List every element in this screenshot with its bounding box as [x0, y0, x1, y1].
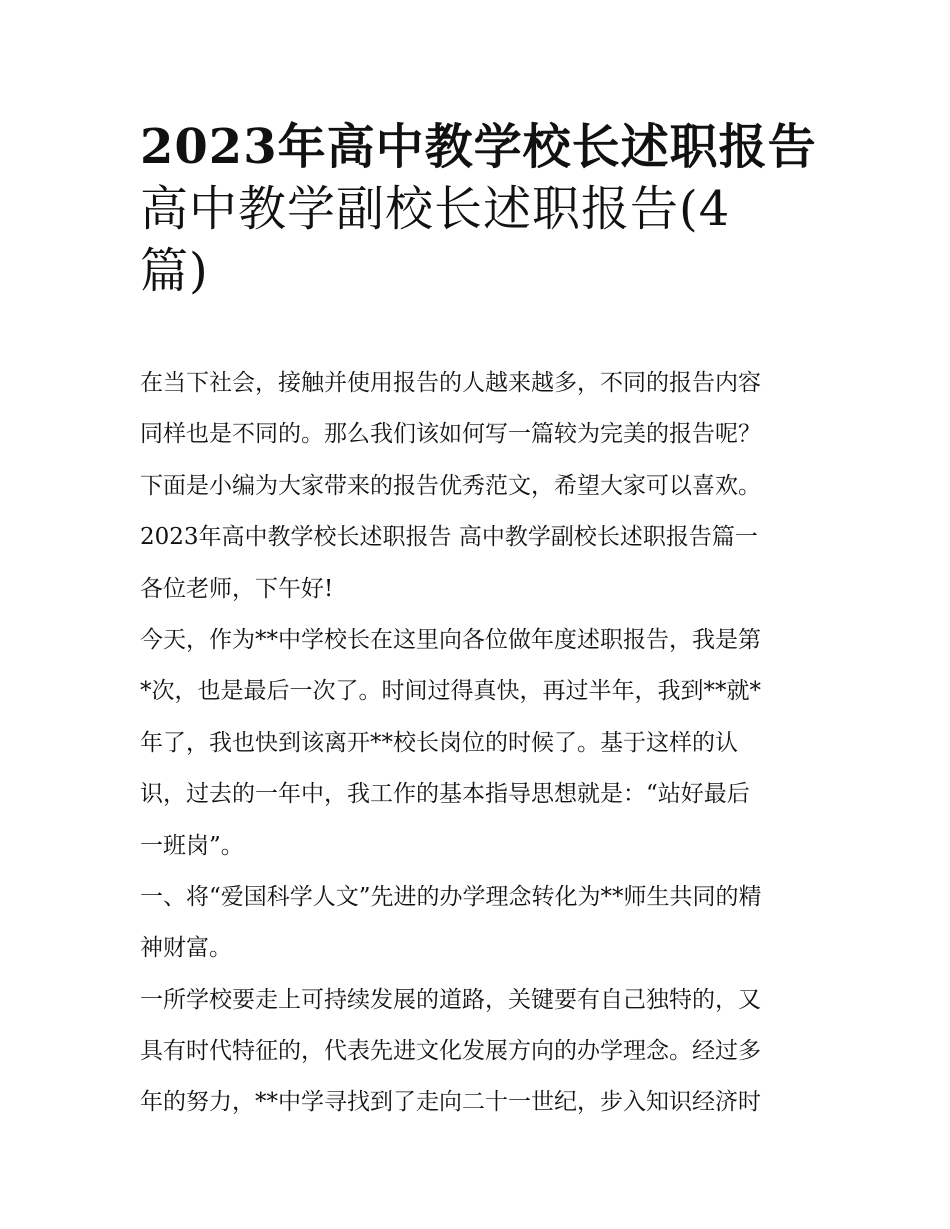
body-line-7: *次，也是最后一次了。时间过得真快，再过半年，我到**就* [140, 678, 761, 705]
title-line-2: 高中教学副校长述职报告(4 [140, 181, 731, 237]
document-body [140, 358, 820, 1129]
body-line-8: 年了，我也快到该离开**校长岗位的时候了。基于这样的认 [140, 729, 738, 756]
title-line-3: 篇) [140, 243, 209, 299]
body-line-15: 年的努力，**中学寻找到了走向二十一世纪，步入知识经济时 [140, 1089, 761, 1116]
body-line-10: 一班岗”。 [140, 832, 244, 859]
body-line-1: 在当下社会，接触并使用报告的人越来越多，不同的报告内容 [140, 370, 761, 396]
body-line-11: 一、将“爱国科学人文”先进的办学理念转化为**师生共同的精 [140, 883, 762, 910]
body-line-12: 神财富。 [140, 935, 232, 962]
body-line-13: 一所学校要走上可持续发展的道路，关键要有自己独特的，又 [140, 986, 761, 1013]
body-line-6: 今天，作为**中学校长在这里向各位做年度述职报告，我是第 [140, 626, 761, 653]
body-line-5: 各位老师，下午好! [140, 575, 334, 602]
body-line-3: 下面是小编为大家带来的报告优秀范文，希望大家可以喜欢。 [140, 472, 761, 499]
body-line-14: 具有时代特征的，代表先进文化发展方向的办学理念。经过多 [140, 1038, 761, 1065]
body-line-9: 识，过去的一年中，我工作的基本指导思想就是：“站好最后 [140, 781, 750, 808]
body-line-4: 2023年高中教学校长述职报告 高中教学副校长述职报告篇一 [140, 524, 758, 551]
title-line-1: 2023年高中教学校长述职报告 [140, 119, 817, 175]
document-title [140, 116, 820, 302]
body-line-2: 同样也是不同的。那么我们该如何写一篇较为完美的报告呢？ [140, 421, 761, 448]
